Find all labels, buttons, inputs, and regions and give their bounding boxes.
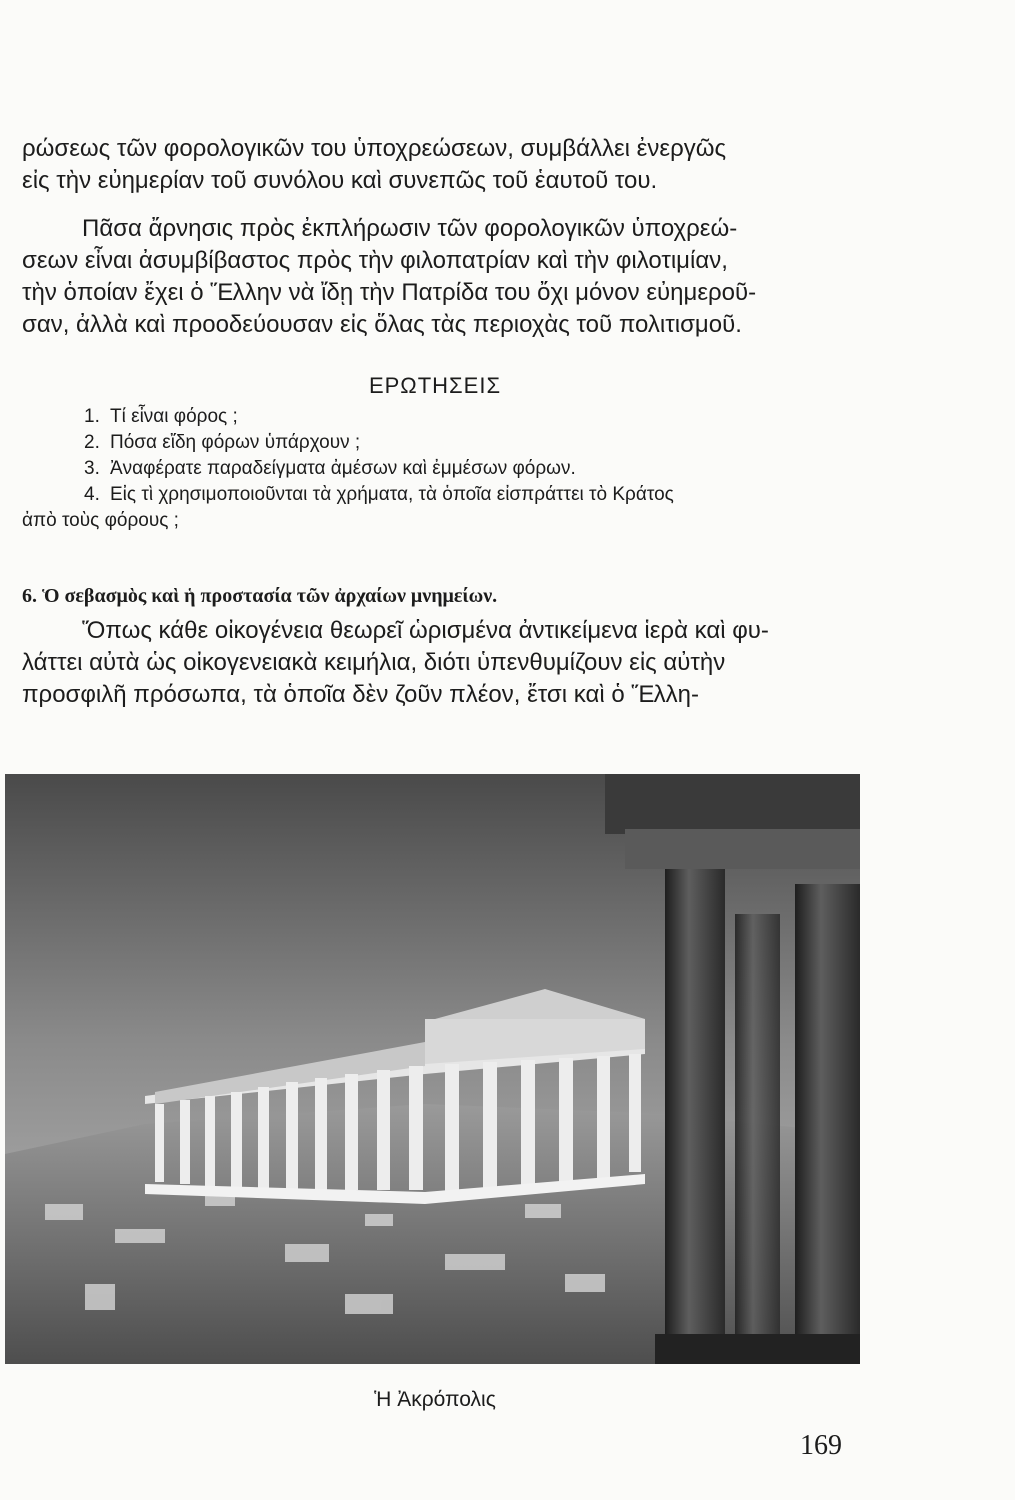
text-line: προσφιλῆ πρόσωπα, τὰ ὁποῖα δὲν ζοῦν πλέον, ἔτσι καὶ ὁ Ἕλλη- [22,681,699,708]
question-item: 1. Τί εἶναι φόρος ; [84,406,238,427]
question-item: 4. Εἰς τὶ χρησιμοποιοῦνται τὰ χρήματα, τὰ ὁποῖα εἰσπράττει τὸ Κράτος [84,484,674,505]
questions-heading: ΕΡΩΤΗΣΕΙΣ [368,373,502,398]
text-line: Πᾶσα ἄρνησις πρὸς ἐκπλήρωσιν τῶν φορολογικῶν ὑποχρεώ- [82,215,738,242]
question-item: 2. Πόσα εἴδη φόρων ὑπάρχουν ; [84,432,361,453]
text-line: σεων εἶναι ἀσυμβίβαστος πρὸς τὴν φιλοπατρίαν καὶ τὴν φιλοτιμίαν, [22,247,728,274]
text-line: εἰς τὴν εὐημερίαν τοῦ συνόλου καὶ συνεπῶς τοῦ ἑαυτοῦ του. [22,167,658,194]
text-line: ρώσεως τῶν φορολογικῶν του ὑποχρεώσεων, συμβάλλει ἐνεργῶς [22,135,727,162]
paragraph-3 [22,615,870,711]
section-title: 6. Ὁ σεβασμὸς καὶ ἡ προστασία τῶν ἀρχαίων μνημείων. [22,585,498,607]
figure-caption: Ἡ Ἀκρόπολις [374,1388,496,1411]
text-line: λάττει αὐτὰ ὡς οἰκογενειακὰ κειμήλια, διότι ὑπενθυμίζουν εἰς αὐτὴν [22,649,726,676]
question-continuation: ἀπὸ τοὺς φόρους ; [22,510,179,531]
questions-list [22,404,870,534]
paragraph-2 [22,213,870,341]
acropolis-photo [5,774,860,1364]
text-line: σαν, ἀλλὰ καὶ προοδεύουσαν εἰς ὅλας τὰς περιοχὰς τοῦ πολιτισμοῦ. [22,311,742,338]
text-line: τὴν ὁποίαν ἔχει ὁ Ἕλλην νὰ ἴδῃ τὴν Πατρίδα του ὄχι μόνον εὐημεροῦ- [22,279,757,306]
text-line: Ὅπως κάθε οἰκογένεια θεωρεῖ ὡρισμένα ἀντικείμενα ἱερὰ καὶ φυ- [82,617,769,644]
page-number: 169 [800,1430,842,1461]
paragraph-1 [22,133,870,197]
question-item: 3. Ἀναφέρατε παραδείγματα ἀμέσων καὶ ἐμμέσων φόρων. [84,458,576,479]
